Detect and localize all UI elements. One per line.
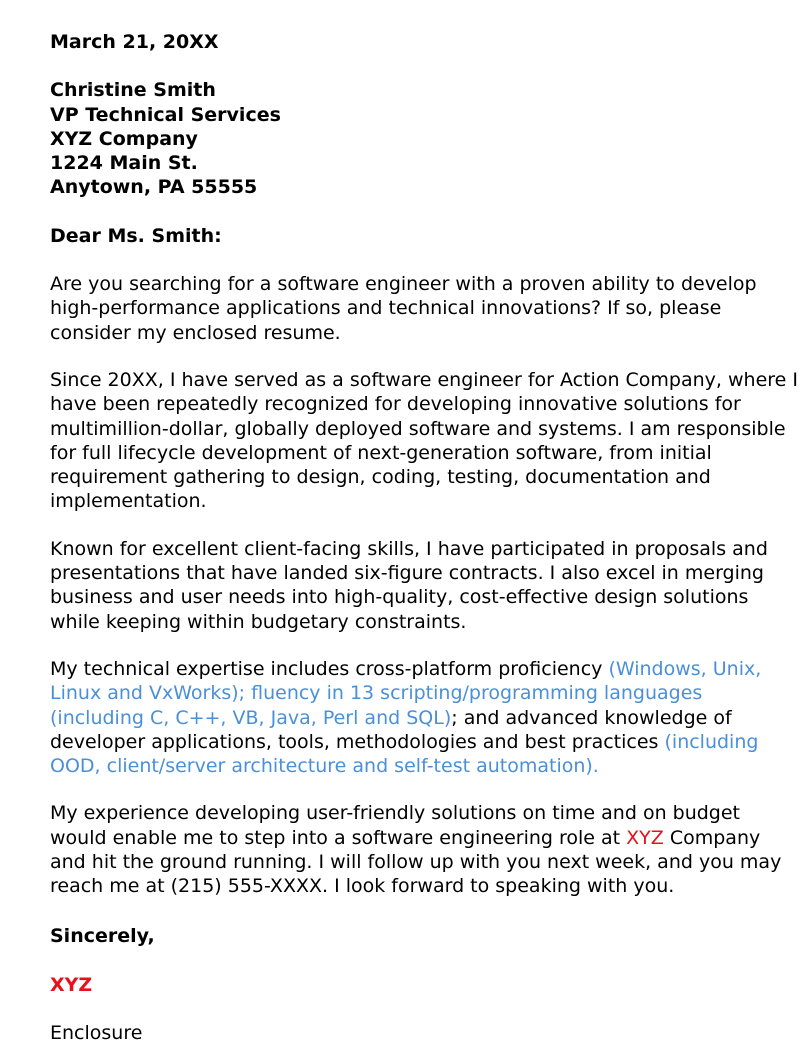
- paragraph-technical-expertise: [50, 657, 780, 778]
- paragraph-line: requirement gathering to design, coding, testing, documentation and: [50, 466, 711, 489]
- highlight-text: (Windows, Unix,: [608, 657, 762, 680]
- text-segment: ; and advanced knowledge of: [451, 706, 732, 729]
- paragraph-line: while keeping within budgetary constraints.: [50, 610, 467, 633]
- highlight-text: (including: [664, 730, 759, 753]
- paragraph-line: My experience developing user-friendly solutions on time and on budget: [50, 802, 741, 825]
- text-segment: would enable me to step into a software engineering role at: [50, 826, 627, 849]
- paragraph-line: [50, 657, 780, 681]
- paragraph-line: [50, 706, 780, 730]
- paragraph-experience: [50, 368, 798, 514]
- paragraph-skills: [50, 537, 780, 634]
- paragraph-line: have been repeatedly recognized for developing innovative solutions for: [50, 393, 741, 416]
- signature-name: XYZ: [50, 973, 93, 996]
- highlight-text: OOD, client/server architecture and self-test automation).: [50, 755, 599, 778]
- cover-letter: [50, 30, 798, 1046]
- highlight-text: (including C, C++, VB, Java, Perl and SQL): [50, 706, 452, 729]
- recipient-title: VP Technical Services: [50, 103, 281, 126]
- paragraph-line: reach me at (215) 555-XXXX. I look forward to speaking with you.: [50, 875, 675, 898]
- closing: Sincerely,: [50, 924, 155, 947]
- recipient-company: XYZ Company: [50, 127, 198, 150]
- paragraph-line: Since 20XX, I have served as a software engineer for Action Company, where I: [50, 368, 798, 391]
- text-segment: My technical expertise includes cross-platform proficiency: [50, 657, 609, 680]
- paragraph-line: implementation.: [50, 490, 207, 513]
- recipient-city-state-zip: Anytown, PA 55555: [50, 176, 258, 199]
- highlight-company: XYZ: [626, 826, 664, 849]
- paragraph-line: consider my enclosed resume.: [50, 321, 341, 344]
- paragraph-closing-pitch: [50, 801, 780, 898]
- paragraph-line: for full lifecycle development of next-generation software, from initial: [50, 441, 712, 464]
- paragraph-line: and hit the ground running. I will follow up with you next week, and you may: [50, 851, 782, 874]
- recipient-name: Christine Smith: [50, 79, 216, 102]
- paragraph-line: business and user needs into high-quality, cost-effective design solutions: [50, 586, 749, 609]
- text-segment: Company: [663, 826, 761, 849]
- paragraph-line: Are you searching for a software engineer with a proven ability to develop: [50, 273, 757, 296]
- text-segment: developer applications, tools, methodologies and best practices: [50, 730, 665, 753]
- highlight-text: Linux and VxWorks); fluency in 13 scripting/programming languages: [50, 682, 703, 705]
- paragraph-line: [50, 730, 780, 754]
- paragraph-line: [50, 826, 780, 850]
- paragraph-line: Known for excellent client-facing skills, I have participated in proposals and: [50, 537, 768, 560]
- salutation: Dear Ms. Smith:: [50, 224, 222, 247]
- enclosure-note: Enclosure: [50, 1022, 143, 1045]
- paragraph-line: presentations that have landed six-figure contracts. I also excel in merging: [50, 562, 764, 585]
- paragraph-line: multimillion-dollar, globally deployed software and systems. I am responsible: [50, 417, 786, 440]
- paragraph-intro: [50, 272, 780, 345]
- recipient-street: 1224 Main St.: [50, 152, 198, 175]
- letter-date: March 21, 20XX: [50, 31, 219, 53]
- paragraph-line: high-performance applications and technical innovations? If so, please: [50, 297, 722, 320]
- recipient-address-block: [50, 78, 780, 199]
